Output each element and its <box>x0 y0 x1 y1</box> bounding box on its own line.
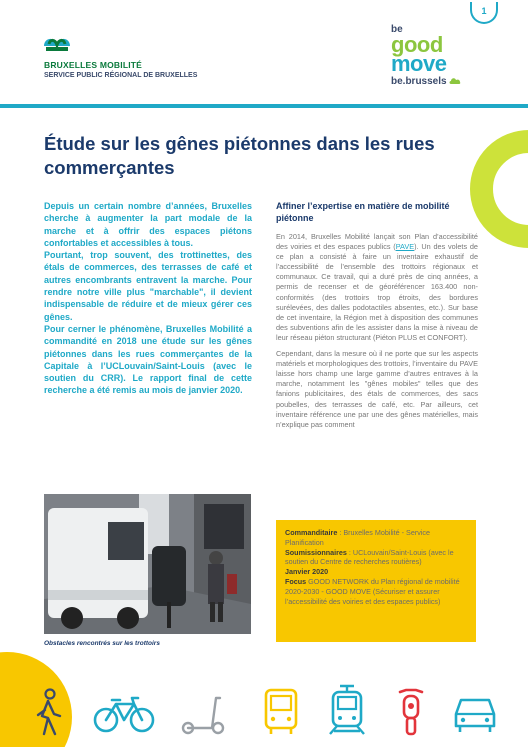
info-soumissionnaires <box>285 548 467 568</box>
info-soumissionnaires-value: : UCLouvain/Saint-Louis (avec le soutien du Centre de recherches routières) <box>285 547 454 567</box>
info-box <box>276 520 476 642</box>
brand-site-text: be.brussels <box>391 76 447 87</box>
bruxelles-mobilite-logo-icon <box>40 32 74 59</box>
header-divider <box>0 104 528 108</box>
bicycle-icon <box>92 694 156 734</box>
body-paragraph-1-end: ). Un des volets de ce plan a consisté à faire un inventaire exhaustif de l’accessibilité de l’ensemble des trottoirs régionaux et communaux. Ce travail, qui a duré près de cinq années, a permis de recenser et de géoréférencer 163.400 non-conformités (des trottoirs trop étroits, des bordures surélevées, des dalles podotactiles absentes, etc.). Sur base de cet inventaire, la Région met à disposition des communes des subventions afin de les assister dans la mise à niveau de leur réseau piéton structurant (Piéton PLUS et CONFORT). <box>276 242 478 342</box>
info-focus-key: Focus <box>285 576 307 586</box>
intro-paragraph-3: Pour cerner le phénomène, Bruxelles Mobilité a commandité en 2018 une étude sur les gênes piétonnes dans les rues commerçantes de la Capitale à l’UCLouvain/Saint-Louis (avec le soutien du CRR). Le rapport final de cette recherche a été remis au mois de janvier 2020. <box>44 323 252 396</box>
info-soumissionnaires-key: Soumissionnaires <box>285 547 347 557</box>
street-photo <box>44 494 251 634</box>
org-name: BRUXELLES MOBILITÉ <box>44 60 143 70</box>
pedestrian-icon <box>30 688 66 736</box>
brand-good: good <box>391 32 443 57</box>
intro-text <box>44 200 252 397</box>
tram-icon <box>326 684 368 736</box>
car-icon <box>452 692 498 734</box>
motorcycle-icon <box>394 686 428 736</box>
decorative-ring <box>470 130 528 248</box>
page-number-badge: 1 <box>470 2 498 24</box>
body-paragraph-2: Cependant, dans la mesure où il ne porte que sur les aspects matériels et morphologiques des trottoirs, l’inventaire du PAVE laisse hors champ une large gamme d’autres entraves à la marche, notamment les "gênes mobiles" telles que des fanions publicitaires, des étals de commerces, des sacs poubelles, des terrasses de café, etc. Par ailleurs, cet inventaire référence une par une des gênes matérielles, mais n’explique pas comment <box>276 349 478 429</box>
brand-cloud-icon <box>449 77 461 85</box>
good-move-logo <box>391 24 491 87</box>
mobility-icons-row <box>0 680 528 747</box>
info-commanditaire-value: : Bruxelles Mobilité - Service Planification <box>285 528 430 547</box>
intro-paragraph-2: Pourtant, trop souvent, des trottinettes, des étals de commerces, des terrasses de café et autres encombrants entravent la marche. Pour rendre notre ville plus "marchable", il devient indispensable de réduire et de mieux gérer ces gênes. <box>44 250 252 322</box>
brand-site <box>391 76 491 87</box>
section-heading: Affiner l’expertise en matière de mobilité piétonne <box>276 201 450 223</box>
page-header <box>0 0 528 104</box>
info-focus-value: GOOD NETWORK du Plan régional de mobilité 2020-2030 - GOOD MOVE (Sécuriser et assurer l’accessibilité des voiries et des espaces publics) <box>285 576 460 606</box>
info-commanditaire-key: Commanditaire <box>285 528 338 537</box>
org-subtitle: SERVICE PUBLIC RÉGIONAL DE BRUXELLES <box>44 72 198 79</box>
body-paragraph-1 <box>276 232 478 343</box>
pave-link[interactable]: PAVE <box>395 242 415 252</box>
page-title: Étude sur les gênes piétonnes dans les rues commerçantes <box>44 133 435 178</box>
photo-caption: Obstacles rencontrés sur les trottoirs <box>44 640 160 647</box>
info-commanditaire <box>285 528 467 548</box>
info-date-value: Janvier 2020 <box>285 567 329 577</box>
brand-be: be <box>391 24 403 35</box>
bus-icon <box>262 688 300 736</box>
section-body <box>276 232 478 436</box>
scooter-icon <box>180 694 226 736</box>
intro-paragraph-1: Depuis un certain nombre d’années, Bruxelles cherche à augmenter la part modale de la marche et à offrir des espaces piétons confortables et accessibles à tous. <box>44 201 252 248</box>
info-focus <box>285 577 467 606</box>
info-date <box>285 567 467 577</box>
brand-move: move <box>391 51 447 76</box>
body-paragraph-1-start: En 2014, Bruxelles Mobilité lançait son Plan d’accessibilité des voiries et des espaces publics ( <box>276 232 478 252</box>
